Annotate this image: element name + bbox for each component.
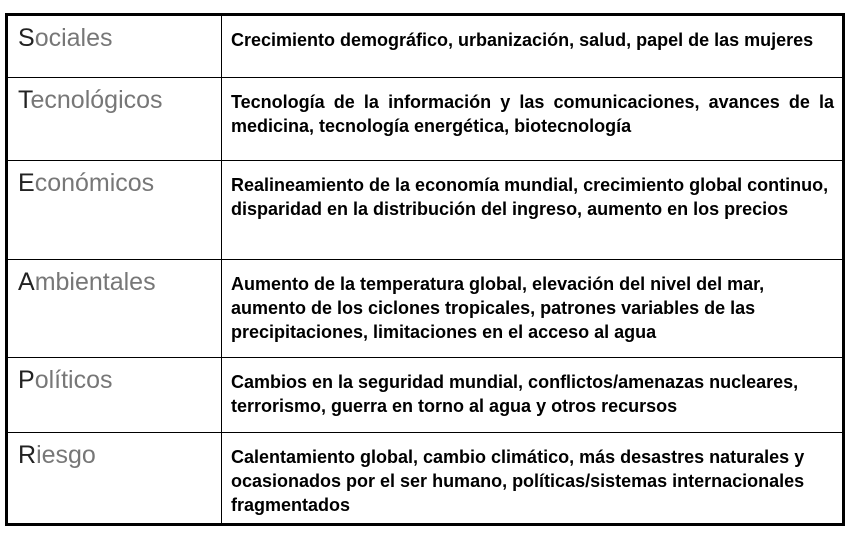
description-cell: Realineamiento de la economía mundial, crecimiento global continuo, disparidad en la distribución del ingreso, aumento en los precios bbox=[231, 175, 829, 219]
category-initial: R bbox=[18, 441, 37, 469]
table-row-ambientales bbox=[8, 260, 842, 358]
category-rest: iesgo bbox=[36, 441, 96, 469]
category-rest: olíticos bbox=[34, 366, 113, 394]
description-cell: Aumento de la temperatura global, elevación del nivel del mar, aumento de los ciclones tropicales, patrones variables de las precipitaciones, limitaciones en el acceso al agua bbox=[231, 274, 765, 342]
category-initial: A bbox=[18, 268, 35, 296]
description-cell: Tecnología de la información y las comunicaciones, avances de la medicina, tecnología energética, biotecnología bbox=[231, 92, 834, 136]
description-cell: Crecimiento demográfico, urbanización, salud, papel de las mujeres bbox=[231, 30, 814, 50]
table-row-politicos bbox=[8, 358, 842, 433]
category-cell bbox=[8, 161, 222, 259]
category-cell bbox=[8, 78, 222, 160]
category-rest: ecnológicos bbox=[30, 86, 163, 114]
category-initial: T bbox=[18, 86, 31, 114]
table-row-tecnologicos bbox=[8, 78, 842, 161]
category-cell bbox=[8, 358, 222, 432]
table-row-riesgo bbox=[8, 433, 842, 523]
category-initial: E bbox=[18, 169, 35, 197]
description-cell: Calentamiento global, cambio climático, más desastres naturales y ocasionados por el ser humano, políticas/sistemas internacionales fragmentados bbox=[231, 447, 805, 515]
table-row-sociales bbox=[8, 16, 842, 78]
category-cell bbox=[8, 16, 222, 77]
category-rest: ociales bbox=[34, 24, 113, 52]
category-rest: conómicos bbox=[34, 169, 155, 197]
table-row-economicos bbox=[8, 161, 842, 260]
category-initial: P bbox=[18, 366, 35, 394]
category-initial: S bbox=[18, 24, 35, 52]
category-rest: mbientales bbox=[34, 268, 156, 296]
category-cell bbox=[8, 433, 222, 523]
description-cell: Cambios en la seguridad mundial, conflictos/amenazas nucleares, terrorismo, guerra en torno al agua y otros recursos bbox=[231, 372, 799, 416]
steep-table bbox=[5, 13, 845, 526]
category-cell bbox=[8, 260, 222, 357]
